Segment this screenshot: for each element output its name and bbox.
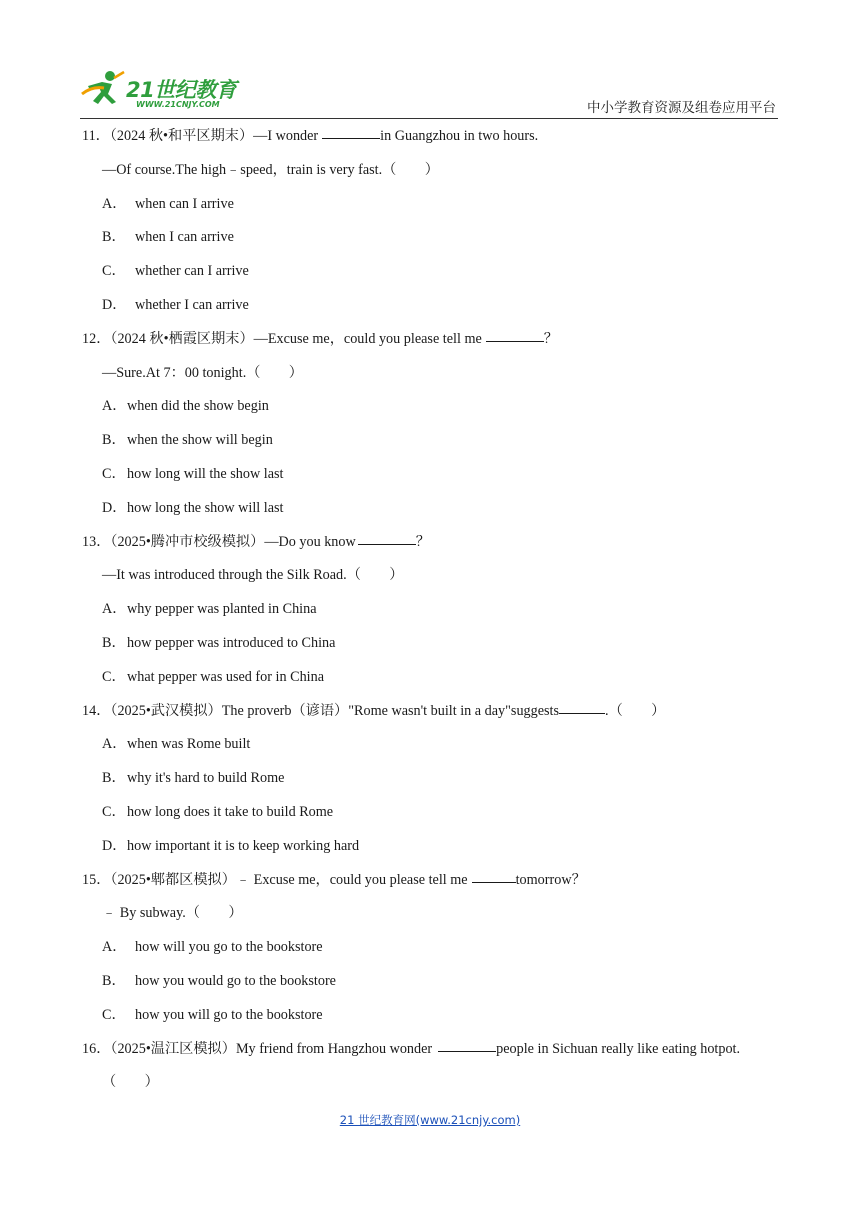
site-logo[interactable] (80, 66, 255, 114)
option-a[interactable]: A． when can I arrive (102, 195, 234, 212)
option-a[interactable]: A． when was Rome built (102, 736, 251, 753)
question-stem (82, 699, 792, 733)
logo-text: 21世纪教育 (126, 78, 237, 102)
option-c[interactable]: C． how long will the show last (102, 465, 284, 482)
option-d[interactable]: D． whether I can arrive (102, 296, 249, 313)
option-a[interactable]: A． why pepper was planted in China (102, 601, 317, 618)
stem-text: tomorrow？ (515, 871, 586, 888)
option-d[interactable]: D． how important it is to keep working hard (102, 837, 360, 854)
answer-blank (438, 1037, 496, 1052)
answer-blank (358, 530, 416, 545)
answer-blank (486, 327, 544, 342)
runner-logo-icon (80, 68, 126, 108)
question-list (82, 124, 792, 1104)
option-b[interactable]: B． when I can arrive (102, 229, 234, 246)
question-reply: ﹣ By subway.（ ） (102, 905, 243, 922)
platform-title: 中小学教育资源及组卷应用平台 (587, 100, 776, 116)
stem-text: in Guangzhou in two hours. (380, 128, 539, 144)
question-stem (82, 124, 792, 158)
page-header (80, 66, 778, 119)
stem-text: .（ ） (605, 702, 666, 719)
option-a[interactable]: A． when did the show begin (102, 398, 269, 415)
question-source: 14．（2025•武汉模拟） (82, 702, 222, 719)
answer-blank (559, 699, 605, 714)
option-d[interactable]: D． how long the show will last (102, 499, 284, 516)
question-source: 16．（2025•温江区模拟） (82, 1040, 236, 1057)
question-source: 11．（2024 秋•和平区期末） (82, 128, 254, 144)
option-c[interactable]: C． how you will go to the bookstore (102, 1006, 323, 1023)
option-b[interactable]: B． why it's hard to build Rome (102, 770, 285, 787)
page-footer (0, 1112, 860, 1128)
option-b[interactable]: B． how you would go to the bookstore (102, 972, 336, 989)
stem-text: ？ (543, 330, 558, 347)
option-c[interactable]: C． what pepper was used for in China (102, 668, 324, 685)
option-a[interactable]: A． how will you go to the bookstore (102, 939, 323, 956)
question-source: 13．（2025•腾冲市校级模拟） (82, 533, 265, 550)
option-b[interactable]: B． when the show will begin (102, 432, 273, 449)
stem-text: The proverb（谚语）"Rome wasn't built in a day"suggests (221, 702, 560, 719)
stem-text: ？ (415, 533, 430, 550)
answer-blank (472, 868, 516, 883)
question-source: 12．（2024 秋•栖霞区期末） (82, 330, 254, 347)
stem-text: —Do you know (264, 533, 356, 550)
question-source: 15．（2025•郫都区模拟） (82, 871, 236, 888)
answer-blank (322, 124, 380, 139)
question-stem (82, 327, 792, 361)
stem-text: ﹣ Excuse me，could you please tell me (235, 871, 468, 888)
stem-text: people in Sichuan really like eating hotpot. (496, 1040, 741, 1057)
option-c[interactable]: C． whether can I arrive (102, 263, 249, 280)
footer-link[interactable]: 21 世纪教育网(www.21cnjy.com) (339, 1113, 521, 1127)
question-reply: —It was introduced through the Silk Road.（ ） (102, 567, 404, 584)
question-reply: —Sure.At 7：00 tonight.（ ） (102, 364, 303, 381)
stem-text: —Excuse me，could you please tell me (253, 330, 482, 347)
question-stem (82, 530, 792, 564)
stem-text: My friend from Hangzhou wonder (235, 1040, 433, 1057)
logo-url-text: WWW.21CNJY.COM (136, 100, 220, 109)
stem-text: —I wonder (253, 128, 319, 144)
question-reply: —Of course.The high﹣speed，train is very fast.（ ） (102, 161, 439, 178)
option-c[interactable]: C． how long does it take to build Rome (102, 803, 334, 820)
question-reply: （ ） (102, 1074, 159, 1091)
question-stem (82, 1037, 792, 1071)
question-stem (82, 868, 792, 902)
option-b[interactable]: B． how pepper was introduced to China (102, 634, 336, 651)
